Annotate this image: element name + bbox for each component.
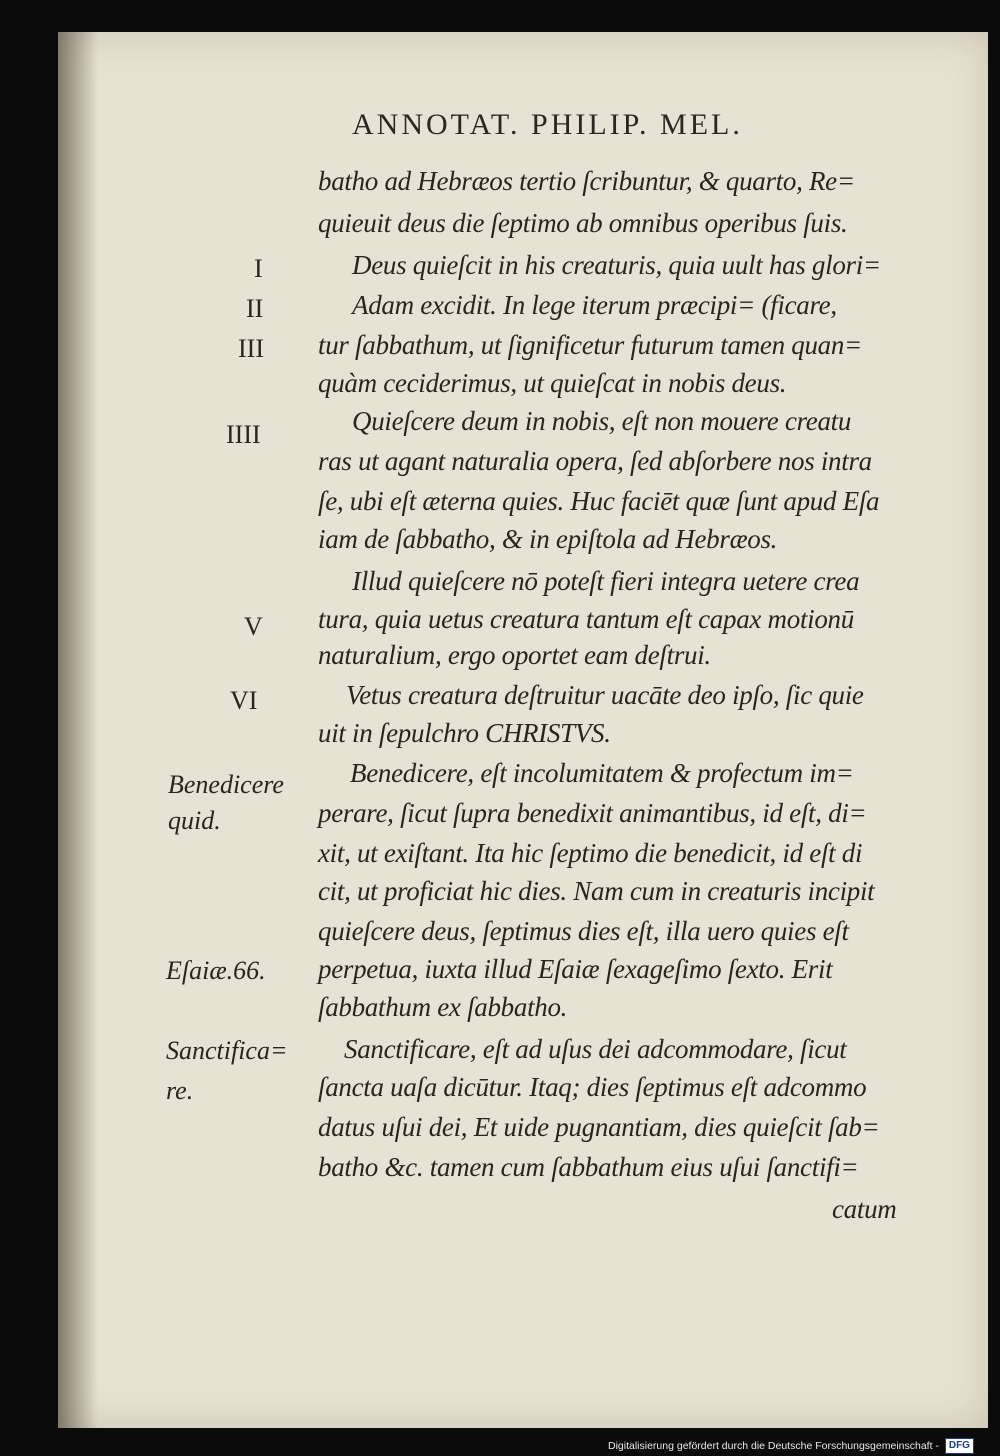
text-line: Illud quieſcere nō poteſt fieri integra uetere crea xyxy=(352,566,860,596)
text-line: Deus quieſcit in his creaturis, quia uult has glori= xyxy=(352,250,881,280)
text-line: quieuit deus die ſeptimo ab omnibus operibus ſuis. xyxy=(318,208,848,238)
text-line: ſancta uaſa dicūtur. Itaq; dies ſeptimus eſt adcommo xyxy=(318,1072,867,1102)
spine-shadow xyxy=(58,32,98,1428)
text-line: Sanctificare, eſt ad uſus dei adcommodare, ſicut xyxy=(344,1034,847,1064)
text-line: iam de ſabbatho, & in epiſtola ad Hebræos. xyxy=(318,524,778,554)
text-line: batho &c. tamen cum ſabbathum eius uſui ſanctifi= xyxy=(318,1152,859,1182)
text-line: perpetua, iuxta illud Eſaiæ ſexageſimo ſexto. Erit xyxy=(318,954,833,984)
text-line: tur ſabbathum, ut ſignificetur futurum tamen quan= xyxy=(318,330,862,360)
margin-numeral: II xyxy=(246,294,264,323)
text-line: cit, ut proficiat hic dies. Nam cum in creaturis incipit xyxy=(318,876,875,906)
text-line: xit, ut exiſtant. Ita hic ſeptimo die benedicit, id eſt di xyxy=(318,838,863,868)
text-line: batho ad Hebræos tertio ſcribuntur, & quarto, Re= xyxy=(318,166,855,196)
running-title: ANNOTAT. PHILIP. MEL. xyxy=(352,108,743,141)
text-line: ſe, ubi eſt æterna quies. Huc faciēt quæ ſunt apud Eſa xyxy=(318,486,880,516)
catchword: catum xyxy=(832,1194,897,1224)
footer-text: Digitalisierung gefördert durch die Deutsche Forschungsgemeinschaft - xyxy=(608,1440,939,1452)
text-line: ras ut agant naturalia opera, ſed abſorbere nos intra xyxy=(318,446,872,476)
margin-numeral: V xyxy=(244,612,263,641)
text-line: perare, ſicut ſupra benedixit animantibus, id eſt, di= xyxy=(318,798,867,828)
text-line: tura, quia uetus creatura tantum eſt capax motionū xyxy=(318,604,854,634)
margin-note: re. xyxy=(166,1076,194,1105)
text-line: Quieſcere deum in nobis, eſt non mouere creatu xyxy=(352,406,852,436)
text-line: uit in ſepulchro CHRISTVS. xyxy=(318,718,611,748)
margin-numeral: VI xyxy=(230,686,258,715)
dfg-logo-icon: DFG xyxy=(945,1438,974,1454)
footer-credit xyxy=(608,1436,1000,1456)
margin-numeral: III xyxy=(238,334,264,363)
text-line: quàm ceciderimus, ut quieſcat in nobis deus. xyxy=(318,368,787,398)
text-line: Adam excidit. In lege iterum præcipi= (ficare, xyxy=(352,290,837,320)
text-line: naturalium, ergo oportet eam deſtrui. xyxy=(318,640,711,670)
text-line: ſabbathum ex ſabbatho. xyxy=(318,992,568,1022)
text-line: Benedicere, eſt incolumitatem & profectum im= xyxy=(350,758,854,788)
text-line: quieſcere deus, ſeptimus dies eſt, illa uero quies eſt xyxy=(318,916,849,946)
margin-note: Benedicere xyxy=(168,770,284,799)
margin-numeral: IIII xyxy=(226,420,261,449)
margin-note: Eſaiæ.66. xyxy=(166,956,266,985)
margin-note: Sanctifica= xyxy=(166,1036,288,1065)
text-line: datus uſui dei, Et uide pugnantiam, dies quieſcit ſab= xyxy=(318,1112,880,1142)
text-line: Vetus creatura deſtruitur uacāte deo ipſo, ſic quie xyxy=(346,680,864,710)
margin-numeral: I xyxy=(254,254,263,283)
margin-note: quid. xyxy=(168,806,221,835)
